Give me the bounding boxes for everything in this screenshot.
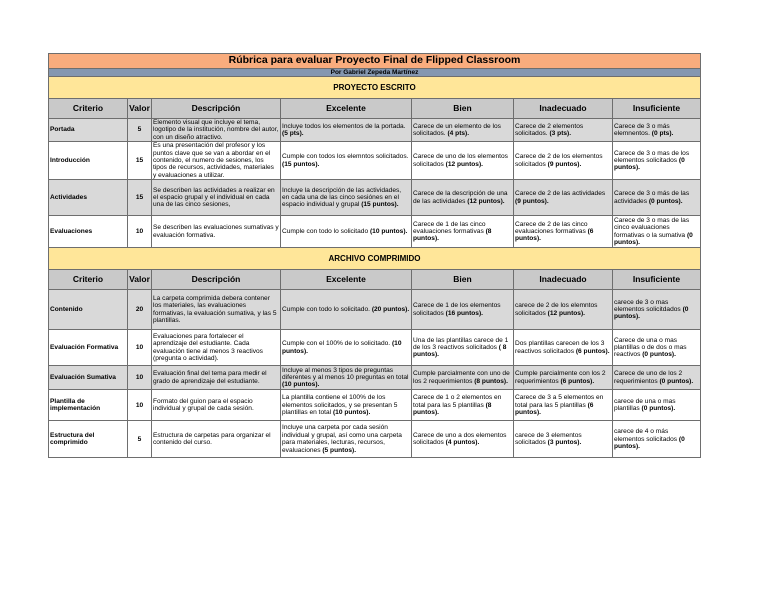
bien-cell bbox=[412, 216, 514, 248]
excelente-cell bbox=[281, 421, 412, 458]
description-cell: Es una presentación del profesor y los puntos clave que se van a abordar en el contenido, el numero de sesiones, los tipos de recursos, actividades, materiales y evaluaciones a utilizar. bbox=[152, 142, 281, 180]
level-points: (8 puntos). bbox=[413, 401, 492, 416]
criterion-cell: Portada bbox=[49, 119, 128, 142]
level-points: (10 puntos). bbox=[282, 381, 320, 389]
level-points: (9 puntos). bbox=[515, 197, 549, 205]
table-row bbox=[49, 390, 701, 421]
level-text: Carece de la descripción de una de las actividades bbox=[413, 190, 508, 205]
criterion-cell: Actividades bbox=[49, 180, 128, 216]
level-text: Carece de 3 o mas de las cinco evaluaciones formativas o la sumativa bbox=[614, 216, 690, 239]
level-text: Cumple con todo lo solicitado bbox=[282, 228, 369, 236]
description-cell: Evaluaciones para fortalecer el aprendizaje del estudiante. Cada evaluación tiene al menos 3 reactivos (pregunta o actividad). bbox=[152, 330, 281, 366]
level-text: Incluye todos los elementos de la portada. bbox=[282, 122, 406, 130]
level-text: Carece de uno de los 2 requerimientos bbox=[614, 370, 683, 385]
level-points: (15 puntos). bbox=[361, 201, 399, 209]
inadecuado-cell bbox=[514, 216, 613, 248]
criterion-cell: Estructura del comprimido bbox=[49, 421, 128, 458]
table-row bbox=[49, 216, 701, 248]
table-row bbox=[49, 366, 701, 390]
excelente-cell bbox=[281, 142, 412, 180]
value-cell: 5 bbox=[128, 421, 152, 458]
bien-cell bbox=[412, 142, 514, 180]
bien-cell bbox=[412, 390, 514, 421]
level-text: Cumple parcialmente con uno de los 2 requerimientos bbox=[413, 370, 510, 385]
level-points: (16 puntos). bbox=[445, 309, 484, 317]
level-text: Cumple parcialmente con los 2 requerimientos bbox=[515, 370, 606, 385]
column-header: Excelente bbox=[281, 99, 412, 119]
column-header: Criterio bbox=[49, 270, 128, 290]
bien-cell bbox=[412, 421, 514, 458]
level-text: Incluye una carpeta por cada sesión individual y grupal, así como una carpeta para materiales, lecturas, recursos, evaluaciones bbox=[282, 424, 402, 454]
section-title: PROYECTO ESCRITO bbox=[49, 77, 701, 99]
level-text: carece de una o mas plantillas bbox=[614, 397, 676, 413]
level-points: (6 puntos). bbox=[515, 401, 594, 416]
level-text: Carece de uno a dos elementos solicitados bbox=[413, 431, 507, 447]
column-header: Excelente bbox=[281, 270, 412, 290]
level-points: (0 puntos). bbox=[642, 351, 676, 359]
description-cell: Estructura de carpetas para organizar el contenido del curso. bbox=[152, 421, 281, 458]
level-points: (10 puntos). bbox=[282, 340, 402, 355]
column-header: Criterio bbox=[49, 99, 128, 119]
insuficiente-cell bbox=[613, 142, 701, 180]
insuficiente-cell bbox=[613, 290, 701, 330]
rubric-table bbox=[48, 53, 701, 458]
criterion-cell: Introducción bbox=[49, 142, 128, 180]
insuficiente-cell bbox=[613, 180, 701, 216]
level-text: Carece de 3 o mas de los elementos solicitados bbox=[614, 149, 690, 165]
bien-cell bbox=[412, 119, 514, 142]
level-points: ( 8 puntos). bbox=[413, 344, 507, 359]
rubric-title: Rúbrica para evaluar Proyecto Final de Flipped Classroom bbox=[49, 54, 701, 69]
value-cell: 20 bbox=[128, 290, 152, 330]
level-text: carece de 3 o mas elementos solicitdados bbox=[614, 298, 681, 314]
criterion-cell: Evaluación Sumativa bbox=[49, 366, 128, 390]
column-header: Inadecuado bbox=[514, 99, 613, 119]
level-points: (10 puntos). bbox=[369, 228, 408, 236]
description-cell: Elemento visual que incluye el tema, logotipo de la institución, nombre del autor, con un diseño atractivo. bbox=[152, 119, 281, 142]
description-cell: Se describen las actividades a realizar en el espacio grupal y el individual en cada una de las cinco sesiones, bbox=[152, 180, 281, 216]
level-points: (6 puntos). bbox=[560, 377, 595, 385]
excelente-cell bbox=[281, 366, 412, 390]
table-row bbox=[49, 330, 701, 366]
insuficiente-cell bbox=[613, 330, 701, 366]
table-row bbox=[49, 119, 701, 142]
section-row bbox=[49, 77, 701, 99]
table-row bbox=[49, 290, 701, 330]
excelente-cell bbox=[281, 119, 412, 142]
inadecuado-cell bbox=[514, 180, 613, 216]
level-text: Carece de un elemento de los solicitados. bbox=[413, 122, 501, 138]
criterion-cell: Evaluaciones bbox=[49, 216, 128, 248]
description-cell: Evaluación final del tema para medir el grado de aprendizaje del estudiante. bbox=[152, 366, 281, 390]
inadecuado-cell bbox=[514, 290, 613, 330]
table-row bbox=[49, 142, 701, 180]
level-text: Dos plantillas carecen de los 3 reactivos solicitados bbox=[515, 340, 605, 355]
level-points: (4 puntos). bbox=[445, 439, 480, 447]
column-header: Inadecuado bbox=[514, 270, 613, 290]
level-text: carece de 3 elementos solicitados bbox=[515, 431, 582, 447]
column-header: Bien bbox=[412, 270, 514, 290]
level-text: carece de 2 de los elemntos solicitados bbox=[515, 302, 598, 317]
column-header: Valor bbox=[128, 99, 152, 119]
level-text: Incluye la descripción de las actividades, en cada una de las cinco sesiónes en el espacio individual y grupal bbox=[282, 186, 402, 209]
level-text: Cumple con todos los elemntos solicitados. bbox=[282, 153, 409, 161]
header-row bbox=[49, 99, 701, 119]
value-cell: 10 bbox=[128, 330, 152, 366]
bien-cell bbox=[412, 366, 514, 390]
criterion-cell: Contenido bbox=[49, 290, 128, 330]
level-points: (12 puntos). bbox=[467, 197, 505, 205]
inadecuado-cell bbox=[514, 142, 613, 180]
excelente-cell bbox=[281, 216, 412, 248]
level-points: (0 puntos). bbox=[614, 231, 693, 247]
value-cell: 5 bbox=[128, 119, 152, 142]
level-points: (5 pts). bbox=[282, 130, 304, 138]
level-points: (3 pts). bbox=[549, 130, 572, 138]
column-header: Descripción bbox=[152, 270, 281, 290]
level-text: carece de 4 o más elementos solicitados bbox=[614, 428, 678, 443]
level-points: (12 puntos). bbox=[547, 309, 586, 317]
level-points: (0 puntos). bbox=[614, 157, 685, 172]
level-points: (0 puntos). bbox=[641, 405, 676, 413]
level-text: Incluye al menos 3 tipos de preguntas diferentes y al menos 10 preguntas en total bbox=[282, 366, 409, 382]
level-points: (4 pts). bbox=[447, 130, 470, 138]
level-text: Carece de 1 de las cinco evaluaciones formativas bbox=[413, 220, 486, 236]
level-text: Carece de 1 de los elementos solicitados bbox=[413, 302, 501, 317]
level-text: Carece de una o mas plantillas o de dos o mas reactivos bbox=[614, 336, 687, 359]
column-header: Insuficiente bbox=[613, 99, 701, 119]
level-points: (9 puntos). bbox=[547, 160, 582, 168]
bien-cell bbox=[412, 290, 514, 330]
column-header: Descripción bbox=[152, 99, 281, 119]
criterion-cell: Plantilla de implementación bbox=[49, 390, 128, 421]
level-points: (0 puntos). bbox=[659, 377, 694, 385]
level-text: La plantilla contiene el 100% de los elementos solicitados, y se presentan 5 plantillas en total bbox=[282, 394, 398, 416]
value-cell: 10 bbox=[128, 216, 152, 248]
bien-cell bbox=[412, 180, 514, 216]
value-cell: 10 bbox=[128, 390, 152, 421]
level-points: (0 puntos). bbox=[614, 435, 685, 450]
column-header: Bien bbox=[412, 99, 514, 119]
excelente-cell bbox=[281, 180, 412, 216]
level-text: Cumple con todo lo solicitado. bbox=[282, 306, 370, 314]
description-cell: La carpeta comprimida debera contener los materiales, las evaluaciones formativas, la evaluación sumativa, y las 5 plantillas. bbox=[152, 290, 281, 330]
level-text: Carece de 3 o más elemnentos. bbox=[614, 122, 670, 138]
level-text: Carece de 2 de las actividades bbox=[515, 190, 606, 198]
level-text: Carece de 2 de los elementos solicitados bbox=[515, 153, 603, 168]
table-row bbox=[49, 421, 701, 458]
excelente-cell bbox=[281, 290, 412, 330]
level-text: Carece de 1 o 2 elementos en total para las 5 plantillas bbox=[413, 394, 502, 409]
title-row bbox=[49, 54, 701, 69]
level-points: (3 puntos). bbox=[547, 439, 582, 447]
level-points: (0 puntos). bbox=[648, 197, 683, 205]
column-header: Insuficiente bbox=[613, 270, 701, 290]
header-row bbox=[49, 270, 701, 290]
level-text: Carece de 2 elementos solicitados. bbox=[515, 122, 584, 138]
inadecuado-cell bbox=[514, 390, 613, 421]
author-line: Por Gabriel Zepeda Martínez bbox=[49, 69, 701, 77]
level-text: Carece de 3 a 5 elementos en total para las 5 plantillas bbox=[515, 394, 604, 409]
excelente-cell bbox=[281, 330, 412, 366]
level-text: Cumple con el 100% de lo solicitado. bbox=[282, 340, 391, 348]
level-points: (6 puntos). bbox=[575, 347, 610, 355]
table-row bbox=[49, 180, 701, 216]
section-row bbox=[49, 248, 701, 270]
insuficiente-cell bbox=[613, 421, 701, 458]
insuficiente-cell bbox=[613, 366, 701, 390]
level-points: (8 puntos). bbox=[474, 377, 508, 385]
level-points: (6 puntos). bbox=[515, 228, 594, 243]
level-points: (0 puntos). bbox=[614, 306, 689, 321]
value-cell: 10 bbox=[128, 366, 152, 390]
level-points: (15 puntos). bbox=[282, 160, 320, 168]
inadecuado-cell bbox=[514, 366, 613, 390]
bien-cell bbox=[412, 330, 514, 366]
inadecuado-cell bbox=[514, 330, 613, 366]
level-text: Carece de 2 de las cinco evaluaciones formativas bbox=[515, 220, 588, 236]
level-text: Carece de uno de los elementos solicitados bbox=[413, 153, 508, 168]
level-points: (12 puntos). bbox=[445, 160, 484, 168]
level-points: (0 pts). bbox=[651, 130, 674, 138]
description-cell: Formato del guion para el espacio individual y grupal de cada sesión. bbox=[152, 390, 281, 421]
inadecuado-cell bbox=[514, 421, 613, 458]
level-points: (5 puntos). bbox=[322, 446, 357, 454]
level-points: (8 puntos). bbox=[413, 228, 492, 243]
insuficiente-cell bbox=[613, 390, 701, 421]
criterion-cell: Evaluación Formativa bbox=[49, 330, 128, 366]
level-text: Una de las plantillas carece de 1 de los 3 reactivos solicitados bbox=[413, 336, 509, 352]
value-cell: 15 bbox=[128, 180, 152, 216]
section-title: ARCHIVO COMPRIMIDO bbox=[49, 248, 701, 270]
description-cell: Se describen las evaluaciones sumativas y evaluación formativa. bbox=[152, 216, 281, 248]
column-header: Valor bbox=[128, 270, 152, 290]
insuficiente-cell bbox=[613, 216, 701, 248]
level-text: Carece de 3 o más de las actividades bbox=[614, 190, 690, 205]
level-points: (20 puntos). bbox=[371, 306, 410, 314]
level-points: (10 puntos). bbox=[332, 408, 371, 416]
insuficiente-cell bbox=[613, 119, 701, 142]
author-row bbox=[49, 69, 701, 77]
value-cell: 15 bbox=[128, 142, 152, 180]
excelente-cell bbox=[281, 390, 412, 421]
inadecuado-cell bbox=[514, 119, 613, 142]
